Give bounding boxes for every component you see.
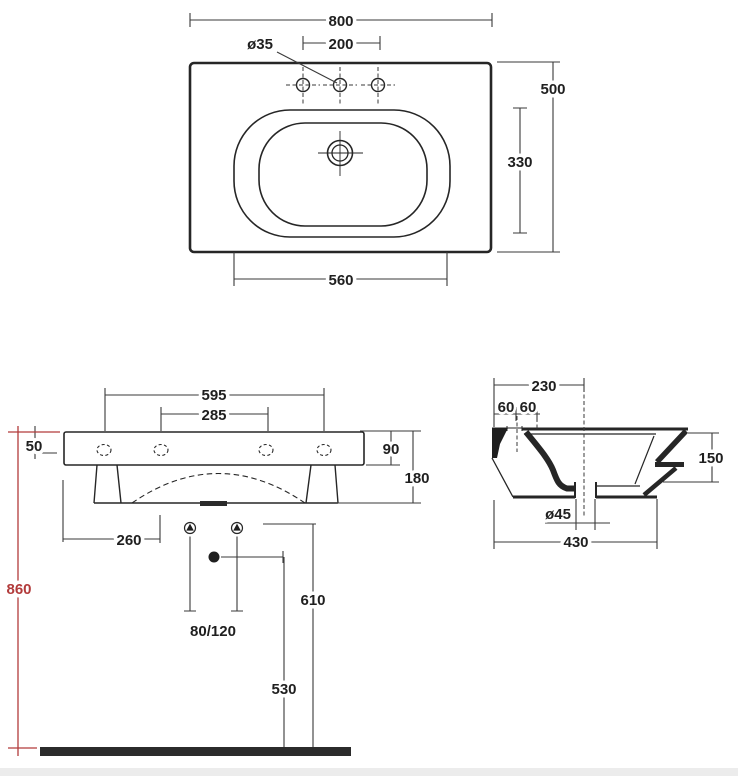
dim-label-60a: 60 (497, 399, 515, 416)
back-wall-section (492, 428, 508, 458)
drain-top-view (318, 131, 363, 176)
basin-body-front (64, 432, 364, 465)
dim-label-285: 285 (201, 407, 227, 424)
dim-label-530: 530 (271, 681, 297, 698)
installation-references (6, 426, 351, 756)
bowl-front-inner-edge (635, 436, 654, 484)
faucet-holes (286, 67, 395, 104)
dim-label-800: 800 (328, 13, 354, 30)
fixing-holes (97, 445, 331, 456)
back-outer-edge (492, 458, 513, 497)
bowl-outer-rim (234, 110, 450, 237)
fixing-bolt-symbol-right (232, 523, 243, 534)
dim-35-leader (277, 52, 337, 83)
floor-line (40, 747, 351, 756)
fixing-hole-1 (97, 445, 111, 456)
bowl-back-wall (526, 432, 575, 489)
side-view-dimensions (494, 378, 724, 551)
dim-label-610: 610 (300, 592, 326, 609)
dim-label-860: 860 (6, 581, 32, 598)
dim-label-560: 560 (328, 272, 354, 289)
dim-label-595: 595 (201, 387, 227, 404)
front-wall-upper (657, 431, 686, 462)
dim-label-430: 430 (563, 534, 589, 551)
dim-label-330: 330 (507, 154, 533, 171)
footer-strip (0, 768, 738, 776)
dim-label-90: 90 (382, 441, 400, 458)
dim-80-120-lines (184, 537, 243, 612)
fixing-hole-2 (154, 445, 168, 456)
skirt-lines (94, 465, 338, 503)
dim-label-80-120: 80/120 (190, 623, 236, 640)
fixing-hole-3 (259, 445, 273, 456)
basin-skirt (94, 465, 338, 506)
dim-label-60b: 60 (519, 399, 537, 416)
drain-crosshair (318, 131, 363, 176)
dim-180-lines (337, 431, 421, 503)
drain-outlet-dot (209, 552, 220, 563)
fixing-bolt-symbol-left (185, 523, 196, 534)
bowl-inner-rim (259, 123, 427, 226)
dim-label-180: 180 (404, 470, 430, 487)
faucet-hole-centerlines (286, 67, 395, 104)
dim-label-200: 200 (328, 36, 354, 53)
dim-label-35: ø35 (247, 36, 273, 53)
side-section-view (492, 378, 724, 551)
dim-label-260: 260 (116, 532, 142, 549)
dim-label-45: ø45 (545, 506, 571, 523)
front-view (6, 387, 429, 756)
faucet-hole-notch (507, 426, 522, 431)
bolt-triangle (233, 524, 241, 531)
fixing-hole-4 (317, 445, 331, 456)
bolt-triangle (186, 524, 194, 531)
dim-label-150: 150 (698, 450, 724, 467)
dim-260-lines (63, 480, 160, 543)
dim-label-230: 230 (531, 378, 557, 395)
top-view-dimensions (190, 13, 566, 289)
front-view-dimensions (26, 387, 430, 503)
drain-height-reference (221, 551, 283, 563)
dim-label-50: 50 (25, 438, 43, 455)
drain-walls (575, 482, 596, 498)
drain-trace-front (200, 501, 227, 506)
dim-label-500: 500 (540, 81, 566, 98)
bowl-projection-arc (132, 474, 305, 504)
top-view (190, 13, 566, 289)
